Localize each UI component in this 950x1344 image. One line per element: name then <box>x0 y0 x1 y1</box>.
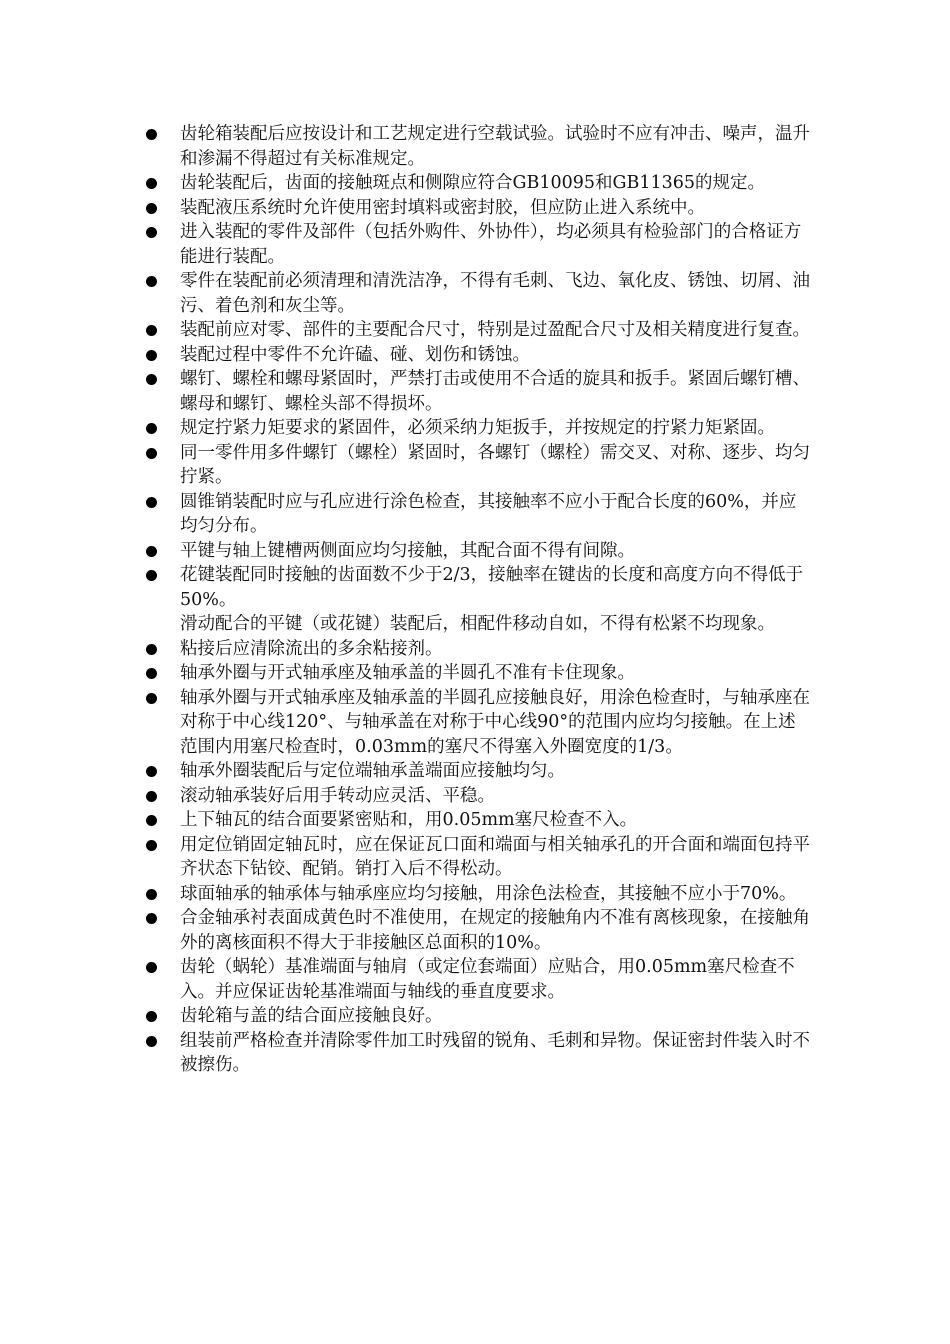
list-item-text: 齿轮（蜗轮）基准端面与轴肩（或定位套端面）应贴合，用0.05mm塞尺检查不入。并应保证齿轮基准端面与轴线的垂直度要求。 <box>180 957 795 1002</box>
bullet-icon <box>146 889 157 900</box>
list-item-text: 装配过程中零件不允许磕、碰、划伤和锈蚀。 <box>180 344 530 365</box>
list-item <box>140 563 810 612</box>
bullet-icon <box>146 693 157 704</box>
list-item-text: 齿轮箱装配后应按设计和工艺规定进行空载试验。试验时不应有冲击、噪声，温升和渗漏不得超过有关标准规定。 <box>180 124 810 169</box>
list-item <box>140 882 810 907</box>
list-item-text: 轴承外圈装配后与定位端轴承盖端面应接触均匀。 <box>180 761 565 781</box>
list-item-text: 合金轴承衬表面成黄色时不准使用，在规定的接触角内不准有离核现象，在接触角外的离核面积不得大于非接触区总面积的10%。 <box>180 908 810 953</box>
list-item-text: 滑动配合的平键（或花键）装配后，相配件移动自如，不得有松紧不均现象。 <box>180 614 775 634</box>
bullet-icon <box>146 913 157 924</box>
list-item-text: 齿轮装配后，齿面的接触斑点和侧隙应符合GB10095和GB11365的规定。 <box>180 173 766 193</box>
bullet-icon <box>146 423 157 434</box>
list-item <box>140 906 810 955</box>
bullet-icon <box>146 129 157 140</box>
list-item <box>140 122 810 171</box>
bullet-icon <box>146 791 157 802</box>
bullet-icon <box>146 350 157 361</box>
list-item-text: 轴承外圈与开式轴承座及轴承盖的半圆孔应接触良好，用涂色检查时，与轴承座在对称于中心线120°、与轴承盖在对称于中心线90°的范围内应均匀接触。在上述范围内用塞尺检查时，0.03mm的塞尺不得塞入外圈宽度的1/3。 <box>180 687 810 757</box>
bullet-icon <box>146 570 157 581</box>
bullet-icon <box>146 203 157 214</box>
list-item <box>140 612 810 637</box>
list-item-text: 零件在装配前必须清理和清洗洁净，不得有毛刺、飞边、氧化皮、锈蚀、切屑、油污、着色剂和灰尘等。 <box>180 271 810 316</box>
bullet-icon <box>146 276 157 287</box>
list-item <box>140 808 810 833</box>
bullet-icon <box>146 546 157 557</box>
list-item <box>140 955 810 1004</box>
list-item <box>140 220 810 269</box>
bullet-icon <box>146 815 157 826</box>
list-item <box>140 1004 810 1029</box>
list-item-text: 齿轮箱与盖的结合面应接触良好。 <box>180 1006 443 1026</box>
list-item-text: 组装前严格检查并清除零件加工时残留的锐角、毛刺和异物。保证密封件装入时不被擦伤。 <box>180 1030 810 1075</box>
bullet-icon <box>146 227 157 238</box>
requirements-list <box>140 122 810 1078</box>
list-item-text: 螺钉、螺栓和螺母紧固时，严禁打击或使用不合适的旋具和扳手。紧固后螺钉槽、螺母和螺钉、螺栓头部不得损坏。 <box>180 369 810 414</box>
list-item <box>140 661 810 686</box>
list-item <box>140 416 810 441</box>
bullet-icon <box>146 497 157 508</box>
list-item-text: 上下轴瓦的结合面要紧密贴和，用0.05mm塞尺检查不入。 <box>180 810 638 830</box>
list-item <box>140 1029 810 1078</box>
bullet-icon <box>146 1011 157 1022</box>
bullet-icon <box>146 840 157 851</box>
bullet-icon <box>146 325 157 336</box>
bullet-icon <box>146 668 157 679</box>
list-item-text: 平键与轴上键槽两侧面应均匀接触，其配合面不得有间隙。 <box>180 540 635 561</box>
list-item-text: 规定拧紧力矩要求的紧固件，必须采纳力矩扳手，并按规定的拧紧力矩紧固。 <box>180 418 775 438</box>
list-item <box>140 784 810 809</box>
bullet-icon <box>146 1036 157 1047</box>
list-item-text: 花键装配同时接触的齿面数不少于2/3，接触率在键齿的长度和高度方向不得低于50%。 <box>180 565 804 610</box>
list-item <box>140 490 810 539</box>
list-item-text: 轴承外圈与开式轴承座及轴承盖的半圆孔不准有卡住现象。 <box>180 663 635 683</box>
list-item <box>140 539 810 564</box>
list-item-text: 装配前应对零、部件的主要配合尺寸，特别是过盈配合尺寸及相关精度进行复查。 <box>180 320 810 340</box>
list-item-text: 粘接后应清除流出的多余粘接剂。 <box>180 638 443 659</box>
list-item-text: 滚动轴承装好后用手转动应灵活、平稳。 <box>180 785 495 806</box>
bullet-icon <box>146 374 157 385</box>
list-item <box>140 686 810 760</box>
list-item <box>140 343 810 368</box>
bullet-icon <box>146 962 157 973</box>
list-item-text: 圆锥销装配时应与孔应进行涂色检查，其接触率不应小于配合长度的60%，并应均匀分布。 <box>180 491 797 536</box>
list-item-text: 用定位销固定轴瓦时，应在保证瓦口面和端面与相关轴承孔的开合面和端面包持平齐状态下钻铰、配销。销打入后不得松动。 <box>180 834 810 879</box>
list-item-text: 装配液压系统时允许使用密封填料或密封胶，但应防止进入系统中。 <box>180 197 705 218</box>
list-item <box>140 441 810 490</box>
list-item <box>140 759 810 784</box>
list-item <box>140 196 810 221</box>
bullet-icon <box>146 644 157 655</box>
list-item <box>140 171 810 196</box>
list-item <box>140 833 810 882</box>
bullet-icon <box>146 448 157 459</box>
bullet-icon <box>146 178 157 189</box>
bullet-icon <box>146 766 157 777</box>
list-item-text: 同一零件用多件螺钉（螺栓）紧固时，各螺钉（螺栓）需交叉、对称、逐步、均匀拧紧。 <box>180 442 810 487</box>
list-item-text: 进入装配的零件及部件（包括外购件、外协件），均必须具有检验部门的合格证方能进行装配。 <box>180 222 802 267</box>
list-item <box>140 637 810 662</box>
list-item-text: 球面轴承的轴承体与轴承座应均匀接触，用涂色法检查，其接触不应小于70%。 <box>180 883 797 904</box>
list-item <box>140 367 810 416</box>
list-item <box>140 318 810 343</box>
list-item <box>140 269 810 318</box>
